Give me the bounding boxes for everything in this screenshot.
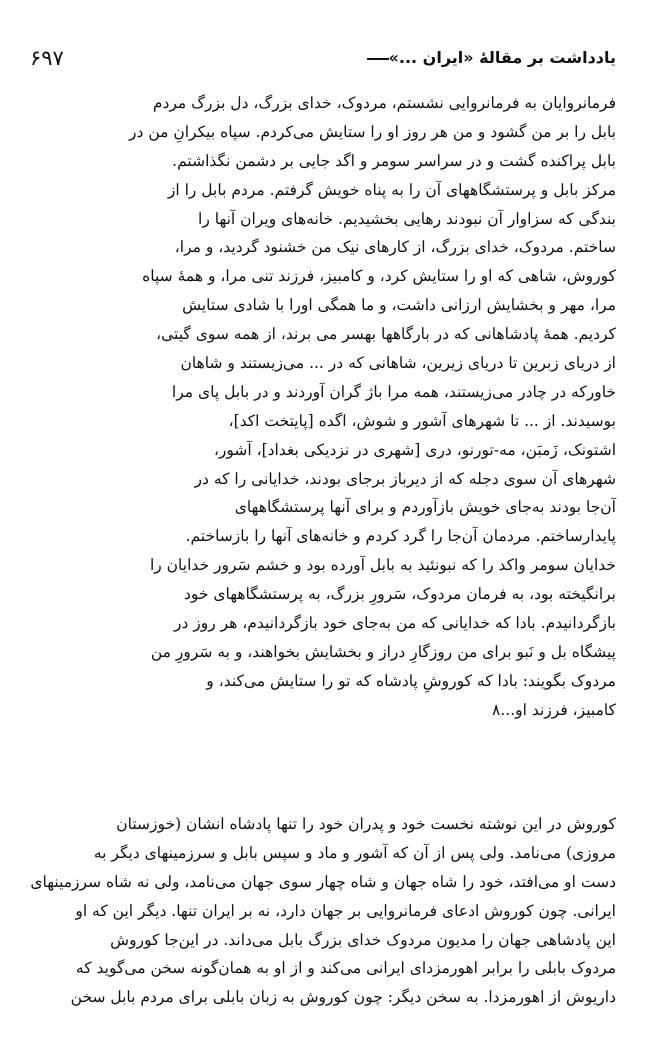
commentary-line: مردوک بابلی را برابر اهورمزدای ایرانی می‌کند و از او به همان‌گونه سخن می‌گوید که xyxy=(75,959,616,978)
quote-line: آن‌جا بودند به‌جای خویش بازآوردم و برای آنها پرستشگاههای xyxy=(234,498,616,517)
quote-line: مردوک بگویند: بادا که کوروشِ پادشاه که تو را ستایش می‌کند، و xyxy=(206,671,616,690)
quote-line: بوسیدند. از ... تا شهرهای آشور و شوش، اگده [پایتخت اکد]، xyxy=(228,411,616,430)
quote-line: پایدارساختم. مردمان آن‌جا را گرد کردم و خانه‌های آنها را بازساختم. xyxy=(185,527,616,546)
quote-line: کوروش، شاهی که او را ستایش کرد، و کامبیز، فرزند تنی مرا، و همهٔ سپاه xyxy=(142,267,616,286)
quote-line: از دریای زبرین تا دریای زیرین، شاهانی که در ... می‌زیستند و شاهان xyxy=(180,354,616,373)
quote-line: برانگیخته بود، به فرمان مردوک، سَرورِ بزرگ، به پرستشگاههای خود xyxy=(183,585,616,604)
commentary-line: ایرانی. چون کوروش ادعای فرمانروایی بر جهان دارد، نه بر ایران تنها. دیگر این که او xyxy=(75,901,616,920)
commentary-line: این پادشاهی جهان را مدیون مردوک خدای بزرگ بابل می‌داند. در این‌جا کوروش xyxy=(110,930,616,949)
commentary-paragraph xyxy=(4,810,616,1012)
quote-line: فرمانروایان به فرمانروایی نشستم، مردوک، خدای بزرگ، دل بزرگ مردم xyxy=(152,94,616,112)
quote-line: ساختم. مردوک، خدای بزرگ، از کارهای نیک من خشنود گردید، و مرا، xyxy=(174,238,616,257)
quote-line: بابل پراکنده گشت و در سراسر سومر و اگد جایی بر دشمن نگذاشتم. xyxy=(172,151,616,170)
quote-line: بابل را بر من گشود و من هر روز او را ستایش می‌کردم. سپاه بیکرانِ من در xyxy=(129,122,616,141)
quote-line: بندگی که سزاوار آن نبودند رهایی بخشیدیم. خانه‌های ویران آنها را xyxy=(198,209,616,228)
commentary-line: دست او می‌افتد، خود را شاه جهان و شاه چهار سوی جهان می‌نامد، ولی نه شاه سرزمینهای xyxy=(30,872,616,891)
commentary-line: مروزی) می‌نامد. ولی پس از آن که آشور و ماد و سپس بابل و سرزمینهای دیگر به xyxy=(93,843,616,862)
quote-line: بازگردانیدم. بادا که خدایانی که من به‌جای خود بازگردانیدم، هر روز در xyxy=(173,614,616,633)
quote-line: پیشگاه بل و نَبو برای من روزگارِ دراز و بخشایش بخواهند، و به سَرورِ من xyxy=(150,642,616,661)
quote-line: خدایان سومر واکد را که نبونئید به بابل آورده بود و خشم سَرور خدایان را xyxy=(149,556,616,575)
quote-line: مرا، مهر و بخشایش ارزانی داشت، و ما همگی اورا با شادی ستایش xyxy=(182,296,616,315)
running-title-text: یادداشت بر مقالهٔ «ایران ...» xyxy=(388,48,616,67)
title-dash xyxy=(367,58,389,60)
quote-line: شهرهای آن سوی دجله که از دیرباز برجای بودند، خدایانی را که در xyxy=(194,469,616,488)
commentary-line: کوروش در این نوشته نخست خود و پدران خود را تنها پادشاه انشان (خوزستان xyxy=(116,815,616,833)
quoted-inscription xyxy=(26,89,616,725)
quote-line: اشتونک، زَمبَن، مه-تورنو، دری [شهری در نزدیکی بغداد]، آشور، xyxy=(213,440,616,459)
page-header xyxy=(30,46,616,76)
quote-line: کردیم. همهٔ پادشاهانی که در بارگاهها بهسر می برند، از همه سوی گیتی، xyxy=(156,325,616,344)
quote-line: مرکز بابل و پرستشگاههای آن را به پناه خویش گرفتم. مردم بابل را از xyxy=(167,180,616,199)
quote-line: کامبیز، فرزند او...۸ xyxy=(492,700,616,719)
commentary-line: داریوش از اهورمزدا. به سخن دیگر: چون کوروش به زبان بابلی برای مردم بابل سخن xyxy=(70,988,616,1007)
running-title xyxy=(359,48,616,67)
quote-line: خاورکه در چادر می‌زیستند، همه مرا باژ گران آوردند و در بابل پای مرا xyxy=(171,382,616,401)
page-number: ۶۹۷ xyxy=(30,46,64,70)
